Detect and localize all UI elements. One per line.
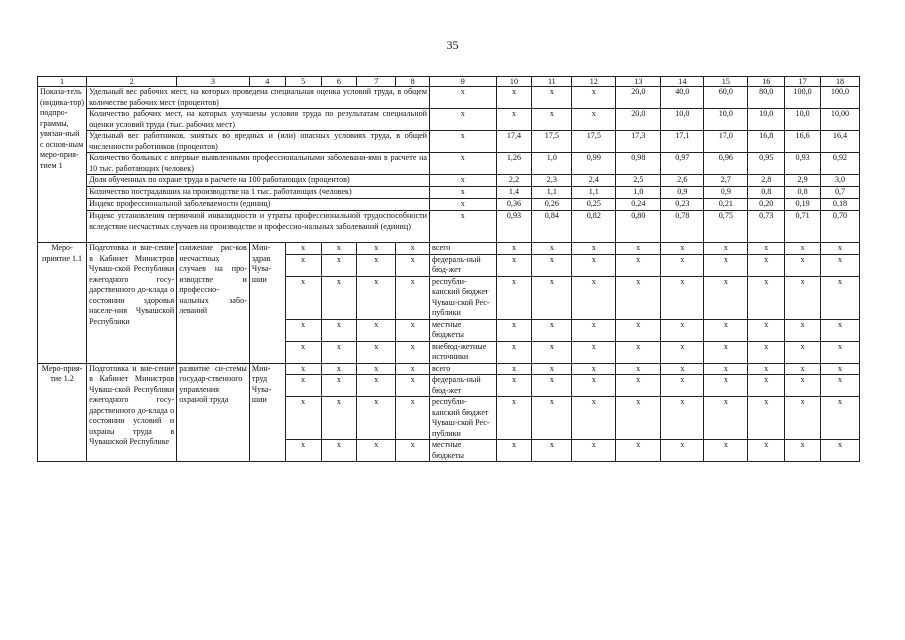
indicator-row bbox=[38, 153, 860, 175]
funding-value: x bbox=[704, 375, 748, 397]
budget-code: x bbox=[396, 276, 430, 319]
budget-code: x bbox=[285, 375, 321, 397]
funding-source: федераль-ный бюд-жет bbox=[430, 254, 497, 276]
funding-value: x bbox=[704, 254, 748, 276]
indicator-value: 0,84 bbox=[532, 211, 572, 243]
indicator-mark: x bbox=[430, 199, 497, 211]
funding-value: x bbox=[572, 397, 616, 440]
funding-value: x bbox=[496, 375, 532, 397]
indicator-value: 2,3 bbox=[532, 175, 572, 187]
indicator-mark: x bbox=[430, 175, 497, 187]
budget-code: x bbox=[285, 276, 321, 319]
indicator-value: 2,9 bbox=[785, 175, 821, 187]
funding-value: x bbox=[661, 276, 704, 319]
column-number: 9 bbox=[430, 77, 497, 87]
indicator-value: 0,25 bbox=[572, 199, 616, 211]
indicator-value: 1,0 bbox=[532, 153, 572, 175]
budget-code: x bbox=[357, 276, 396, 319]
indicator-value: 0,19 bbox=[785, 199, 821, 211]
funding-source: республи-канский бюджет Чуваш-ской Рес-публики bbox=[430, 397, 497, 440]
measure-result: снижение рис-ков несчастных случаев на про-изводстве и профессио-нальных забо-леваний bbox=[177, 243, 250, 364]
indicator-mark: x bbox=[430, 131, 497, 153]
indicator-value: 0,93 bbox=[785, 153, 821, 175]
indicator-value: 16,4 bbox=[821, 131, 860, 153]
indicator-value: 16,6 bbox=[785, 131, 821, 153]
funding-value: x bbox=[616, 243, 661, 255]
column-number: 10 bbox=[496, 77, 532, 87]
funding-source: местные бюджеты bbox=[430, 319, 497, 341]
funding-value: x bbox=[572, 341, 616, 363]
indicator-row bbox=[38, 211, 860, 243]
funding-value: x bbox=[572, 363, 616, 375]
indicator-value: 20,0 bbox=[616, 109, 661, 131]
indicator-value: 0,92 bbox=[821, 153, 860, 175]
budget-code: x bbox=[396, 341, 430, 363]
indicator-mark: x bbox=[430, 187, 497, 199]
funding-value: x bbox=[748, 363, 785, 375]
indicator-value: 16,8 bbox=[748, 131, 785, 153]
column-number: 18 bbox=[821, 77, 860, 87]
indicator-value: 0,9 bbox=[661, 187, 704, 199]
indicator-mark: x bbox=[430, 153, 497, 175]
budget-code: x bbox=[285, 254, 321, 276]
funding-value: x bbox=[532, 397, 572, 440]
funding-value: x bbox=[821, 276, 860, 319]
budget-code: x bbox=[321, 276, 357, 319]
budget-code: x bbox=[396, 319, 430, 341]
funding-value: x bbox=[704, 319, 748, 341]
indicator-value: 0,80 bbox=[616, 211, 661, 243]
budget-code: x bbox=[396, 254, 430, 276]
funding-value: x bbox=[748, 319, 785, 341]
column-number: 17 bbox=[785, 77, 821, 87]
funding-value: x bbox=[661, 341, 704, 363]
funding-value: x bbox=[785, 363, 821, 375]
funding-value: x bbox=[616, 375, 661, 397]
indicator-value: 10,00 bbox=[821, 109, 860, 131]
indicator-row bbox=[38, 175, 860, 187]
indicator-value: 17,5 bbox=[532, 131, 572, 153]
budget-code: x bbox=[321, 375, 357, 397]
funding-value: x bbox=[785, 243, 821, 255]
indicator-value: 0,82 bbox=[572, 211, 616, 243]
indicator-value: 0,98 bbox=[616, 153, 661, 175]
budget-code: x bbox=[285, 341, 321, 363]
funding-value: x bbox=[748, 341, 785, 363]
funding-value: x bbox=[704, 440, 748, 462]
budget-code: x bbox=[357, 243, 396, 255]
page-number: 35 bbox=[446, 38, 459, 52]
funding-value: x bbox=[496, 276, 532, 319]
indicator-row bbox=[38, 187, 860, 199]
budget-code: x bbox=[321, 341, 357, 363]
indicator-label: Показа-тель (индика-тор) подпро-граммы, увязан-ный с основ-ным меро-прия-тием 1 bbox=[38, 87, 87, 243]
funding-value: x bbox=[616, 319, 661, 341]
column-number: 7 bbox=[357, 77, 396, 87]
funding-value: x bbox=[616, 363, 661, 375]
column-number: 6 bbox=[321, 77, 357, 87]
indicator-row bbox=[38, 87, 860, 109]
funding-value: x bbox=[661, 375, 704, 397]
budget-code: x bbox=[321, 363, 357, 375]
funding-value: x bbox=[496, 440, 532, 462]
funding-value: x bbox=[821, 440, 860, 462]
column-number: 3 bbox=[177, 77, 250, 87]
indicator-value: 0,99 bbox=[572, 153, 616, 175]
indicator-value: 40,0 bbox=[661, 87, 704, 109]
indicator-name: Количество рабочих мест, на которых улучшены условия труда по результатам специальной оценки условий труда (тыс. рабочих мест) bbox=[87, 109, 430, 131]
indicator-value: 80,0 bbox=[748, 87, 785, 109]
indicator-name: Доля обученных по охране труда в расчете на 100 работающих (процентов) bbox=[87, 175, 430, 187]
funding-value: x bbox=[821, 319, 860, 341]
column-number: 4 bbox=[249, 77, 285, 87]
indicator-value: 2,4 bbox=[572, 175, 616, 187]
funding-value: x bbox=[785, 254, 821, 276]
funding-value: x bbox=[572, 440, 616, 462]
column-number: 2 bbox=[87, 77, 177, 87]
funding-value: x bbox=[572, 319, 616, 341]
indicator-value: 10,0 bbox=[748, 109, 785, 131]
funding-value: x bbox=[748, 243, 785, 255]
funding-value: x bbox=[748, 440, 785, 462]
indicator-value: 0,36 bbox=[496, 199, 532, 211]
budget-code: x bbox=[285, 363, 321, 375]
indicator-row bbox=[38, 109, 860, 131]
funding-value: x bbox=[785, 276, 821, 319]
indicator-value: 0,96 bbox=[704, 153, 748, 175]
funding-source: республи-канский бюджет Чуваш-ской Рес-публики bbox=[430, 276, 497, 319]
funding-value: x bbox=[821, 363, 860, 375]
funding-value: x bbox=[704, 397, 748, 440]
indicator-value: 17,4 bbox=[496, 131, 532, 153]
funding-value: x bbox=[821, 375, 860, 397]
column-number: 11 bbox=[532, 77, 572, 87]
funding-value: x bbox=[748, 254, 785, 276]
funding-value: x bbox=[496, 254, 532, 276]
indicator-value: 0,18 bbox=[821, 199, 860, 211]
indicator-value: 2,7 bbox=[704, 175, 748, 187]
funding-value: x bbox=[572, 254, 616, 276]
measure-result: развитие си-стемы государ-ственного управления охраной труда bbox=[177, 363, 250, 462]
indicator-value: x bbox=[532, 87, 572, 109]
indicator-value: 0,23 bbox=[661, 199, 704, 211]
funding-value: x bbox=[821, 397, 860, 440]
column-number: 15 bbox=[704, 77, 748, 87]
indicator-value: 2,5 bbox=[616, 175, 661, 187]
funding-source: всего bbox=[430, 363, 497, 375]
indicator-value: 0,71 bbox=[785, 211, 821, 243]
funding-value: x bbox=[532, 254, 572, 276]
funding-source: местные бюджеты bbox=[430, 440, 497, 462]
indicator-value: 0,73 bbox=[748, 211, 785, 243]
indicator-value: x bbox=[572, 87, 616, 109]
indicator-value: x bbox=[572, 109, 616, 131]
indicator-value: 0,26 bbox=[532, 199, 572, 211]
funding-value: x bbox=[532, 375, 572, 397]
measure-name: Подготовка и вне-сение в Кабинет Министров Чуваш-ской Республики ежегодного госу-дарственного до-клада о состоянии здоровья населе-ния Чувашской Республики bbox=[87, 243, 177, 364]
indicator-value: 1,1 bbox=[532, 187, 572, 199]
funding-value: x bbox=[704, 341, 748, 363]
indicator-value: 0,9 bbox=[704, 187, 748, 199]
indicator-value: 1,4 bbox=[496, 187, 532, 199]
column-number: 8 bbox=[396, 77, 430, 87]
indicator-value: 0,20 bbox=[748, 199, 785, 211]
indicator-value: 17,0 bbox=[704, 131, 748, 153]
measure-executor: Мин-труд Чува-шии bbox=[249, 363, 285, 462]
funding-value: x bbox=[785, 440, 821, 462]
indicator-value: 2,6 bbox=[661, 175, 704, 187]
indicator-mark: x bbox=[430, 211, 497, 243]
indicator-value: 17,3 bbox=[616, 131, 661, 153]
column-number: 13 bbox=[616, 77, 661, 87]
funding-value: x bbox=[496, 397, 532, 440]
indicator-name: Количество пострадавших на производстве на 1 тыс. работающих (человек) bbox=[87, 187, 430, 199]
funding-value: x bbox=[532, 243, 572, 255]
indicator-value: x bbox=[496, 109, 532, 131]
indicator-value: 2,2 bbox=[496, 175, 532, 187]
budget-code: x bbox=[321, 397, 357, 440]
indicator-value: x bbox=[532, 109, 572, 131]
budget-code: x bbox=[396, 375, 430, 397]
indicator-value: 0,8 bbox=[785, 187, 821, 199]
funding-value: x bbox=[496, 243, 532, 255]
budget-code: x bbox=[357, 319, 396, 341]
funding-value: x bbox=[785, 341, 821, 363]
measure-executor: Мин-здрав Чува-шии bbox=[249, 243, 285, 364]
indicator-value: 1,26 bbox=[496, 153, 532, 175]
funding-value: x bbox=[496, 319, 532, 341]
funding-source: внебюд-жетные источники bbox=[430, 341, 497, 363]
indicator-name: Количество больных с впервые выявленными профессиональными заболевани-ями в расчете на 10 тыс. работающих (человек) bbox=[87, 153, 430, 175]
funding-value: x bbox=[661, 363, 704, 375]
indicator-value: 1,0 bbox=[616, 187, 661, 199]
measure-row bbox=[38, 243, 860, 255]
indicator-name: Индекс установления первичной инвалидности и утраты профессиональной трудоспособности вследствие несчастных случаев на производстве и профессио-нальных заболеваний (единиц) bbox=[87, 211, 430, 243]
funding-value: x bbox=[661, 319, 704, 341]
indicator-value: 10,0 bbox=[704, 109, 748, 131]
funding-value: x bbox=[616, 276, 661, 319]
funding-value: x bbox=[704, 243, 748, 255]
indicator-value: 0,70 bbox=[821, 211, 860, 243]
indicator-mark: x bbox=[430, 109, 497, 131]
column-number: 5 bbox=[285, 77, 321, 87]
budget-code: x bbox=[321, 319, 357, 341]
budget-code: x bbox=[396, 363, 430, 375]
budget-code: x bbox=[285, 397, 321, 440]
funding-value: x bbox=[532, 363, 572, 375]
funding-source: федераль-ный бюд-жет bbox=[430, 375, 497, 397]
indicator-value: 3,0 bbox=[821, 175, 860, 187]
indicator-value: 60,0 bbox=[704, 87, 748, 109]
funding-value: x bbox=[616, 341, 661, 363]
indicator-value: 100,0 bbox=[785, 87, 821, 109]
funding-value: x bbox=[748, 375, 785, 397]
funding-value: x bbox=[532, 440, 572, 462]
indicator-value: 0,8 bbox=[748, 187, 785, 199]
funding-value: x bbox=[821, 243, 860, 255]
funding-value: x bbox=[748, 276, 785, 319]
budget-code: x bbox=[285, 440, 321, 462]
funding-value: x bbox=[748, 397, 785, 440]
budget-code: x bbox=[396, 440, 430, 462]
budget-code: x bbox=[396, 243, 430, 255]
funding-value: x bbox=[785, 319, 821, 341]
funding-value: x bbox=[616, 254, 661, 276]
indicator-value: 0,75 bbox=[704, 211, 748, 243]
program-table bbox=[37, 76, 860, 462]
indicator-value: 2,8 bbox=[748, 175, 785, 187]
budget-code: x bbox=[357, 397, 396, 440]
indicator-value: 17,5 bbox=[572, 131, 616, 153]
funding-value: x bbox=[661, 254, 704, 276]
indicator-value: 0,95 bbox=[748, 153, 785, 175]
funding-value: x bbox=[572, 276, 616, 319]
budget-code: x bbox=[285, 319, 321, 341]
indicator-value: 1,1 bbox=[572, 187, 616, 199]
funding-value: x bbox=[661, 243, 704, 255]
indicator-name: Индекс профессиональной заболеваемости (единиц) bbox=[87, 199, 430, 211]
indicator-value: 0,24 bbox=[616, 199, 661, 211]
indicator-value: 20,0 bbox=[616, 87, 661, 109]
budget-code: x bbox=[357, 363, 396, 375]
column-number: 12 bbox=[572, 77, 616, 87]
funding-value: x bbox=[496, 363, 532, 375]
indicator-name: Удельный вес работников, занятых во вредных и (или) опасных условиях труда, в общей численности работников (процентов) bbox=[87, 131, 430, 153]
measure-name: Подготовка и вне-сение в Кабинет Министров Чуваш-ской Республики ежегодного госу-дарственного до-клада о состоянии условий и охраны труда в Чувашской Республике bbox=[87, 363, 177, 462]
indicator-value: 0,78 bbox=[661, 211, 704, 243]
indicator-value: 100,0 bbox=[821, 87, 860, 109]
indicator-value: 0,97 bbox=[661, 153, 704, 175]
indicator-value: 10,0 bbox=[785, 109, 821, 131]
funding-value: x bbox=[661, 440, 704, 462]
budget-code: x bbox=[357, 254, 396, 276]
indicator-row bbox=[38, 199, 860, 211]
funding-value: x bbox=[821, 341, 860, 363]
indicator-mark: x bbox=[430, 87, 497, 109]
indicator-value: 17,1 bbox=[661, 131, 704, 153]
budget-code: x bbox=[321, 243, 357, 255]
budget-code: x bbox=[321, 254, 357, 276]
indicator-value: 0,7 bbox=[821, 187, 860, 199]
funding-value: x bbox=[616, 440, 661, 462]
column-number: 14 bbox=[661, 77, 704, 87]
indicator-value: x bbox=[496, 87, 532, 109]
indicator-row bbox=[38, 131, 860, 153]
measure-row bbox=[38, 363, 860, 375]
budget-code: x bbox=[357, 440, 396, 462]
indicator-value: 0,93 bbox=[496, 211, 532, 243]
funding-value: x bbox=[785, 397, 821, 440]
funding-value: x bbox=[532, 319, 572, 341]
measure-label: Меро-прия-тие 1.2 bbox=[38, 363, 87, 462]
funding-value: x bbox=[821, 254, 860, 276]
funding-value: x bbox=[616, 397, 661, 440]
funding-value: x bbox=[532, 276, 572, 319]
budget-code: x bbox=[321, 440, 357, 462]
funding-source: всего bbox=[430, 243, 497, 255]
funding-value: x bbox=[704, 363, 748, 375]
funding-value: x bbox=[496, 341, 532, 363]
funding-value: x bbox=[704, 276, 748, 319]
indicator-value: 0,21 bbox=[704, 199, 748, 211]
column-number: 1 bbox=[38, 77, 87, 87]
funding-value: x bbox=[572, 375, 616, 397]
measure-label: Меро-приятие 1.1 bbox=[38, 243, 87, 364]
indicator-value: 10,0 bbox=[661, 109, 704, 131]
budget-code: x bbox=[357, 341, 396, 363]
header-row bbox=[38, 77, 860, 87]
column-number: 16 bbox=[748, 77, 785, 87]
budget-code: x bbox=[357, 375, 396, 397]
indicator-name: Удельный вес рабочих мест, на которых проведена специальная оценка условий труда, в общем количестве рабочих мест (процентов) bbox=[87, 87, 430, 109]
budget-code: x bbox=[396, 397, 430, 440]
funding-value: x bbox=[532, 341, 572, 363]
funding-value: x bbox=[785, 375, 821, 397]
funding-value: x bbox=[661, 397, 704, 440]
funding-value: x bbox=[572, 243, 616, 255]
budget-code: x bbox=[285, 243, 321, 255]
